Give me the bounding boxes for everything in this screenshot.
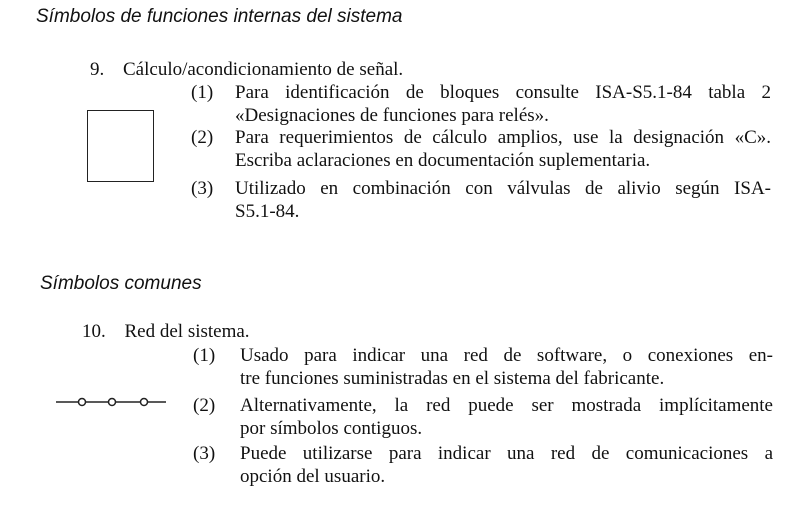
item-title-text: Cálculo/acondicionamiento de señal.	[123, 59, 404, 80]
note-9-1	[191, 81, 771, 127]
note-line: Alternativamente, la red puede ser mostrada implícitamente	[240, 395, 773, 416]
note-9-3	[191, 177, 771, 223]
note-number: (1)	[191, 82, 214, 103]
item-number: 10.	[82, 321, 106, 342]
section-heading-common-symbols: Símbolos comunes	[40, 273, 202, 294]
note-line: opción del usuario.	[240, 466, 386, 487]
note-line: S5.1-84.	[235, 201, 300, 222]
note-line: Puede utilizarse para indicar una red de comunicaciones a	[240, 443, 773, 464]
note-number: (3)	[193, 443, 216, 464]
note-10-3	[193, 442, 773, 488]
note-number: (3)	[191, 178, 214, 199]
item-number: 9.	[90, 59, 105, 80]
note-number: (2)	[191, 127, 214, 148]
note-line: «Designaciones de funciones para relés».	[235, 105, 549, 126]
item-10-title	[82, 321, 250, 343]
note-number: (1)	[193, 345, 216, 366]
note-line: tre funciones suministradas en el sistema del fabricante.	[240, 368, 665, 389]
note-10-2	[193, 394, 773, 440]
note-line: por símbolos contiguos.	[240, 418, 423, 439]
note-line: Utilizado en combinación con válvulas de alivio según ISA-	[235, 178, 771, 199]
note-line: Escriba aclaraciones en documentación suplementaria.	[235, 150, 651, 171]
note-10-1	[193, 344, 773, 390]
item-9-title	[90, 59, 403, 81]
note-line: Para requerimientos de cálculo amplios, use la designación «C».	[235, 127, 771, 148]
section-heading-internal-functions: Símbolos de funciones internas del sistema	[36, 6, 403, 27]
note-number: (2)	[193, 395, 216, 416]
calculation-block-symbol	[87, 110, 154, 182]
note-9-2	[191, 126, 771, 172]
note-line: Usado para indicar una red de software, o conexiones en-	[240, 345, 773, 366]
system-network-symbol	[56, 394, 176, 410]
note-line: Para identificación de bloques consulte ISA-S5.1-84 tabla 2	[235, 82, 771, 103]
item-title-text: Red del sistema.	[124, 321, 250, 342]
